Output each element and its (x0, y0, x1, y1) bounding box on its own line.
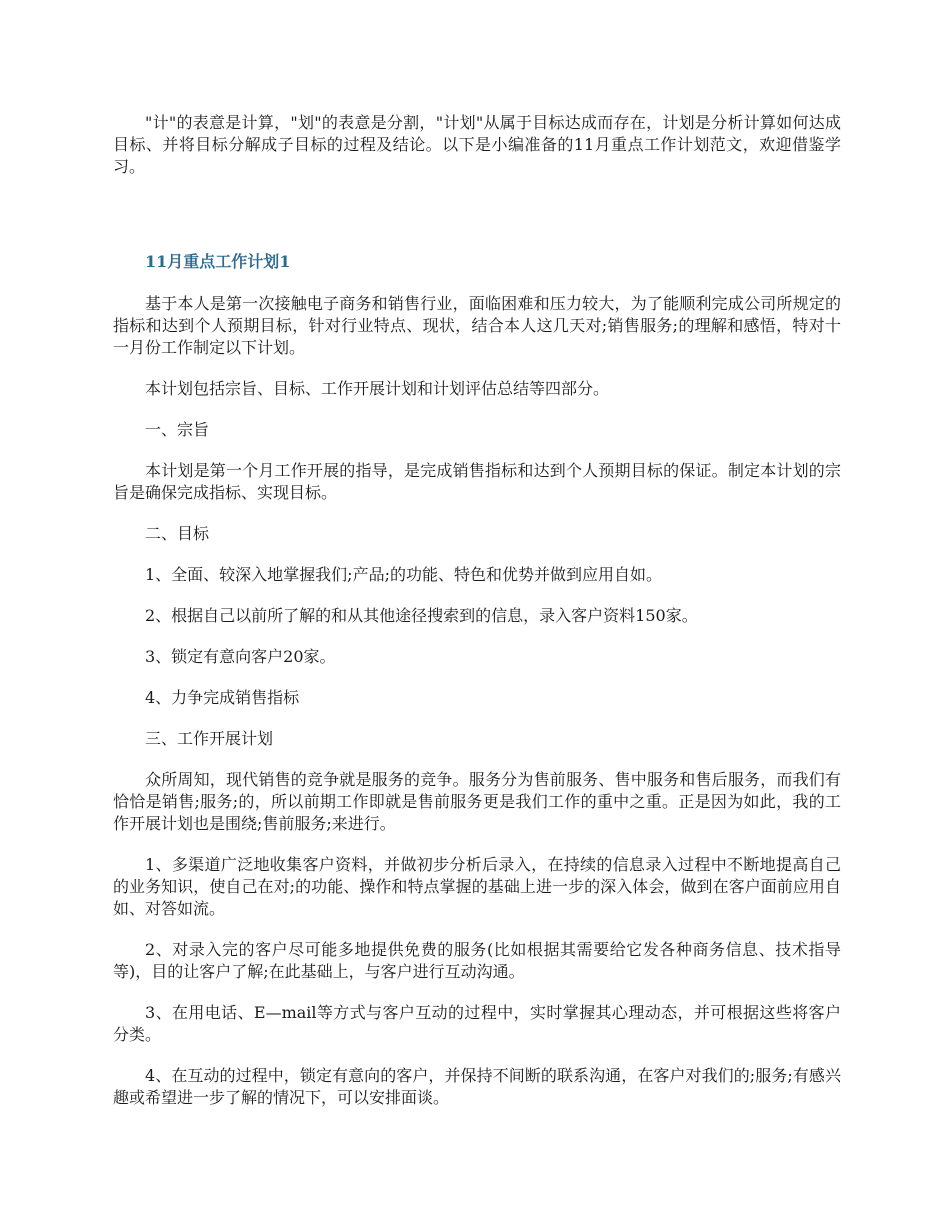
body-paragraph: 1、全面、较深入地掌握我们;产品;的功能、特色和优势并做到应用自如。 (145, 565, 662, 584)
body-paragraph: 基于本人是第一次接触电子商务和销售行业，面临困难和压力较大，为了能顺利完成公司所规定的指标和达到个人预期目标，针对行业特点、现状，结合本人这几天对;销售服务;的理解和感悟，特对十一月份工作制定以下计划。 (113, 294, 841, 357)
body-paragraph: 本计划是第一个月工作开展的指导，是完成销售指标和达到个人预期目标的保证。制定本计划的宗旨是确保完成指标、实现目标。 (113, 461, 841, 502)
body-paragraph: 本计划包括宗旨、目标、工作开展计划和计划评估总结等四部分。 (145, 379, 610, 398)
body-paragraph: 4、力争完成销售指标 (145, 688, 300, 707)
body-paragraph: 2、根据自己以前所了解的和从其他途径搜索到的信息，录入客户资料150家。 (145, 606, 698, 625)
body-paragraph: 三、工作开展计划 (145, 729, 274, 748)
document-page (113, 112, 841, 1128)
section-heading: 11月重点工作计划1 (145, 252, 291, 271)
body-paragraph: 2、对录入完的客户尽可能多地提供免费的服务(比如根据其需要给它发各种商务信息、技术指导等)，目的让客户了解;在此基础上，与客户进行互动沟通。 (113, 940, 841, 981)
body-paragraph: 二、目标 (145, 524, 210, 543)
body-paragraph: 4、在互动的过程中，锁定有意向的客户，并保持不间断的联系沟通，在客户对我们的;服务;有感兴趣或希望进一步了解的情况下，可以安排面谈。 (113, 1066, 841, 1107)
body-paragraph: 3、锁定有意向客户20家。 (145, 647, 336, 666)
body-paragraph: 3、在用电话、E—mail等方式与客户互动的过程中，实时掌握其心理动态，并可根据这些将客户分类。 (113, 1003, 841, 1044)
body-paragraph: 众所周知，现代销售的竞争就是服务的竞争。服务分为售前服务、售中服务和售后服务，而我们有恰恰是销售;服务;的，所以前期工作即就是售前服务更是我们工作的重中之重。正是因为如此，我的工作开展计划也是围绕;售前服务;来进行。 (113, 770, 841, 833)
body-paragraph: 1、多渠道广泛地收集客户资料，并做初步分析后录入，在持续的信息录入过程中不断地提高自己的业务知识，使自己在对;的功能、操作和特点掌握的基础上进一步的深入体会，做到在客户面前应用自如、对答如流。 (113, 855, 841, 918)
intro-paragraph: "计"的表意是计算，"划"的表意是分割，"计划"从属于目标达成而存在，计划是分析计算如何达成目标、并将目标分解成子目标的过程及结论。以下是小编准备的11月重点工作计划范文，欢迎借鉴学习。 (113, 113, 841, 176)
body-paragraph: 一、宗旨 (145, 420, 210, 439)
